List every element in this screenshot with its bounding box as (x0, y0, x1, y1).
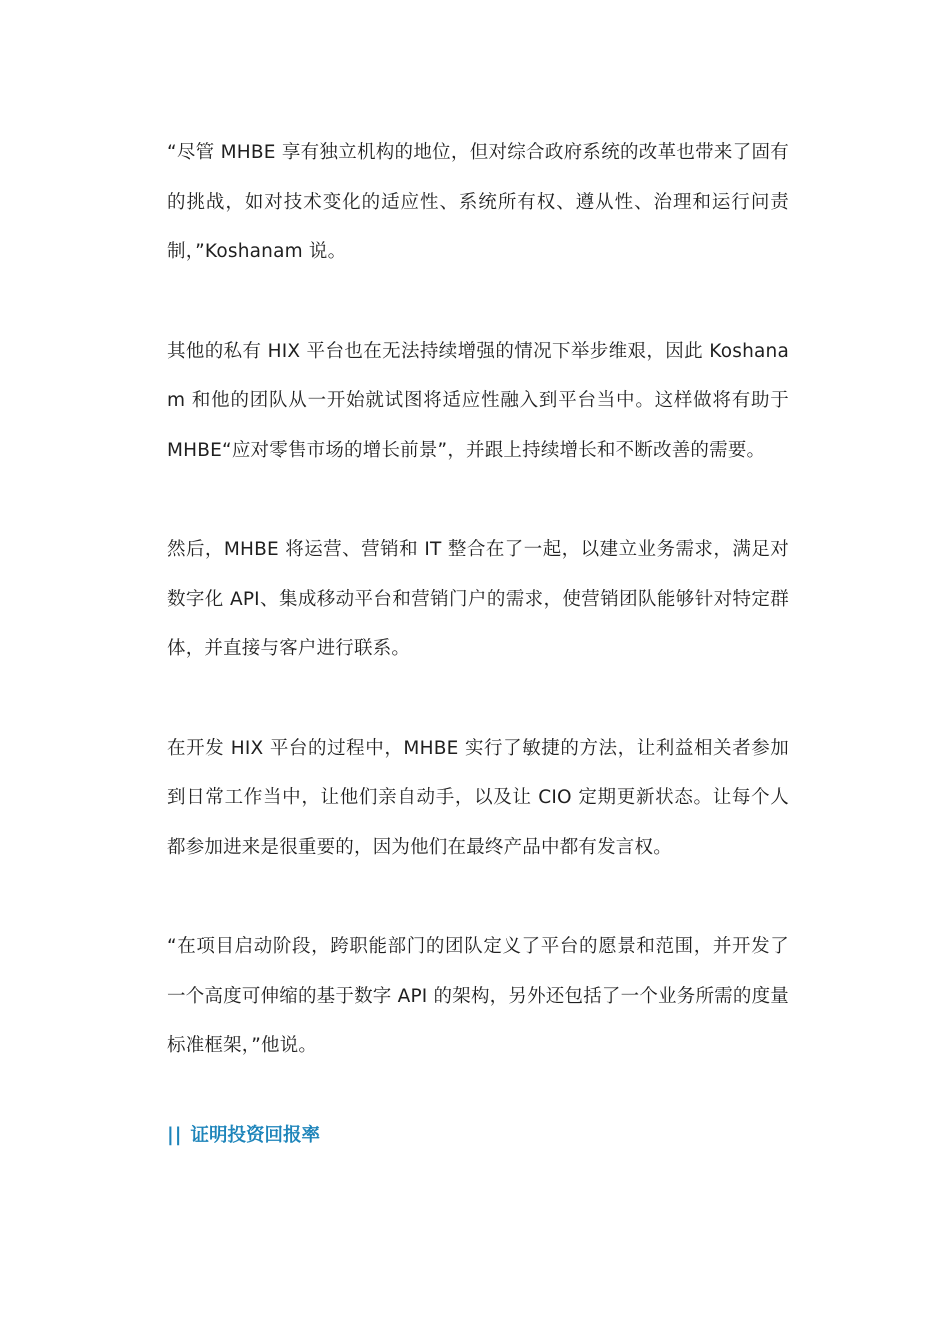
section-heading-title: 证明投资回报率 (190, 1124, 321, 1146)
paragraph-adaptability: 其他的私有 HIX 平台也在无法持续增强的情况下举步维艰，因此 Koshanam 和他的团队从一开始就试图将适应性融入到平台当中。这样做将有助于 MHBE“应对零售市场的增长前景”，并跟上持续增长和不断改善的需要。 (167, 340, 789, 461)
paragraph-integration: 然后，MHBE 将运营、营销和 IT 整合在了一起，以建立业务需求，满足对数字化 API、集成移动平台和营销门户的需求，使营销团队能够针对特定群体，并直接与客户进行联系。 (167, 539, 789, 659)
article-body (167, 128, 789, 1151)
paragraph-project-kickoff: “在项目启动阶段，跨职能部门的团队定义了平台的愿景和范围，并开发了一个高度可伸缩的基于数字 API 的架构，另外还包括了一个业务所需的度量标准框架，”他说。 (167, 936, 789, 1056)
section-heading (167, 1121, 789, 1151)
paragraph-agile-method: 在开发 HIX 平台的过程中，MHBE 实行了敏捷的方法，让利益相关者参加到日常工作当中，让他们亲自动手，以及让 CIO 定期更新状态。让每个人都参加进来是很重要的，因为他们在最终产品中都有发言权。 (167, 737, 789, 858)
paragraph-koshanam-quote: “尽管 MHBE 享有独立机构的地位，但对综合政府系统的改革也带来了固有的挑战，如对技术变化的适应性、系统所有权、遵从性、治理和运行问责制，”Koshanam 说。 (167, 142, 789, 262)
section-heading-marker: || (167, 1124, 183, 1146)
